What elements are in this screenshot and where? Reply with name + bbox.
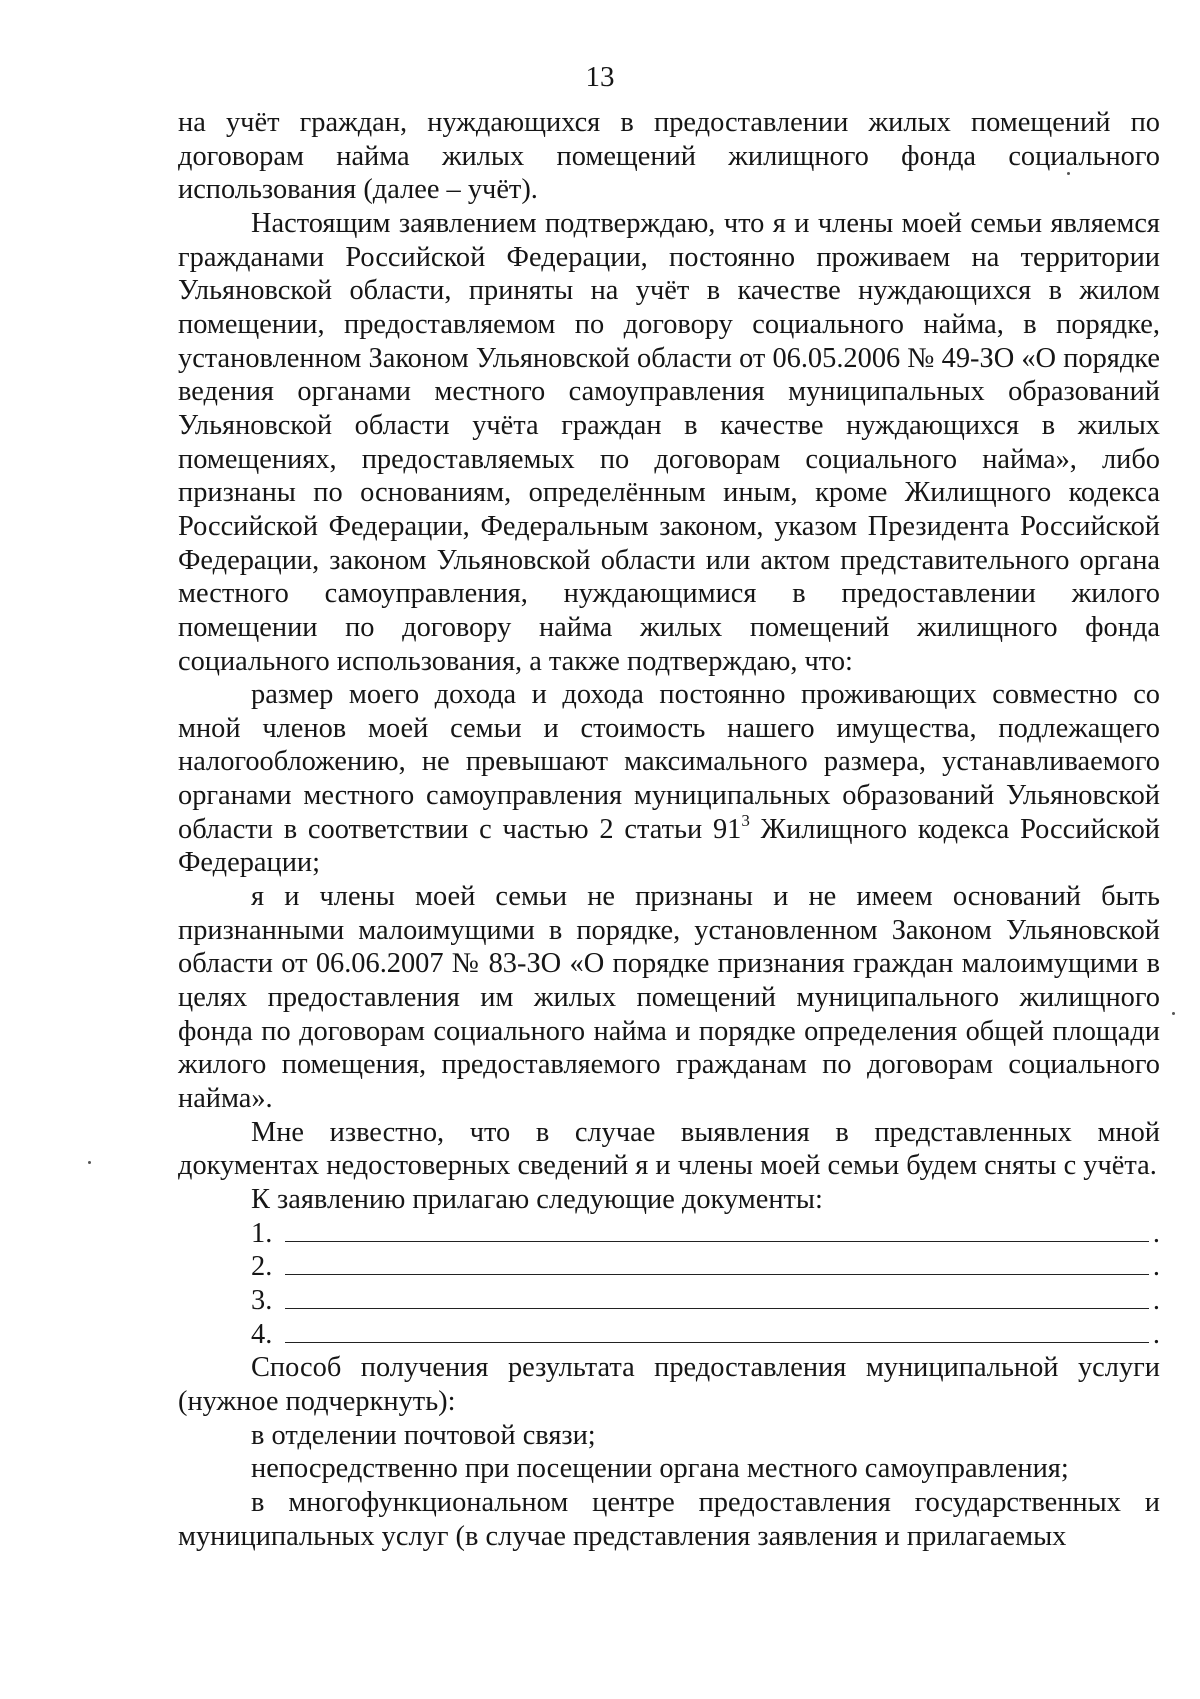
income-text: размер моего дохода и дохода постоянно проживающих совместно со мной членов моей семьи и стоимость нашего имущества, подлежащего налогообложению, не превышают максимального размера, устанавливаемого органами местного самоуправления муниципальных образований Ульяновской области в соответствии с частью 2 статьи 91 [178, 679, 1160, 845]
paragraph-declaration: Настоящим заявлением подтверждаю, что я и члены моей семьи являемся гражданами Российской Федерации, постоянно проживаем на территории Ульяновской области, приняты на учёт в качестве нуждающихся в жилом помещении, предоставляемом по договору социального найма, в порядке, установленном Законом Ульяновской области от 06.05.2006 № 49-ЗО «О порядке ведения органами местного самоуправления муниципальных образований Ульяновской области учёта граждан в качестве нуждающихся в жилых помещениях, предоставляемых по договорам социального найма», либо признаны по основаниям, определённым иным, кроме Жилищного кодекса Российской Федерации, Федеральным законом, указом Президента Российской Федерации, законом Ульяновской области или актом представительного органа местного самоуправления, нуждающимися в предоставлении жилого помещении по договору найма жилых помещений жилищного фонда социального использования, а также подтверждаю, что: [178, 207, 1160, 677]
attachment-end: . [1152, 1284, 1160, 1316]
attachment-row [178, 1284, 1160, 1318]
attachment-end: . [1152, 1318, 1160, 1350]
page-number: 13 [585, 61, 615, 93]
attachment-row [178, 1217, 1160, 1251]
attachment-blank-field[interactable] [285, 1250, 1149, 1275]
attachment-blank-field[interactable] [285, 1284, 1149, 1309]
paragraph-income [178, 678, 1160, 880]
attachment-row [178, 1318, 1160, 1352]
paragraph-attachments-heading: К заявлению прилагаю следующие документы: [251, 1184, 823, 1215]
attachment-blank-field[interactable] [285, 1217, 1149, 1242]
document-body [178, 106, 1160, 1553]
attachment-number: 2. [251, 1251, 273, 1283]
paragraph-result-method: Способ получения результата предоставления муниципальной услуги (нужное подчеркнуть): [178, 1352, 1160, 1417]
attachments-list [178, 1217, 1160, 1352]
paragraph-registration-intro: на учёт граждан, нуждающихся в предоставлении жилых помещений по договорам найма жилых помещений жилищного фонда социального использования (далее – учёт). [178, 107, 1160, 206]
attachment-number: 3. [251, 1284, 273, 1316]
option-post-office: в отделении почтовой связи; [251, 1419, 596, 1451]
article-superscript: 3 [741, 810, 750, 830]
scan-speck [88, 1161, 91, 1164]
attachment-number: 4. [251, 1318, 273, 1350]
option-in-person: непосредственно при посещении органа местного самоуправления; [251, 1453, 1069, 1485]
income-text-end: Жилищного кодекса Российской Федерации; [178, 813, 1160, 879]
attachment-blank-field[interactable] [285, 1318, 1149, 1343]
attachment-end: . [1152, 1251, 1160, 1283]
scan-speck [1172, 1012, 1175, 1015]
attachment-end: . [1152, 1217, 1160, 1249]
option-mfc: в многофункциональном центре предоставления государственных и муниципальных услуг (в случае представления заявления и прилагаемых [178, 1486, 1160, 1552]
paragraph-awareness: Мне известно, что в случае выявления в представленных мной документах недостоверных сведений я и члены моей семьи будем сняты с учёта. [178, 1116, 1160, 1182]
attachment-row [178, 1250, 1160, 1284]
paragraph-low-income: я и члены моей семьи не признаны и не имеем оснований быть признанными малоимущими в порядке, установленном Законом Ульяновской области от 06.06.2007 № 83-ЗО «О порядке признания граждан малоимущими в целях предоставления им жилых помещений муниципального жилищного фонда по договорам социального найма и порядке определения общей площади жилого помещения, предоставляемого гражданам по договорам социального найма». [178, 881, 1160, 1115]
attachment-number: 1. [251, 1217, 273, 1249]
scan-speck [1067, 172, 1070, 175]
